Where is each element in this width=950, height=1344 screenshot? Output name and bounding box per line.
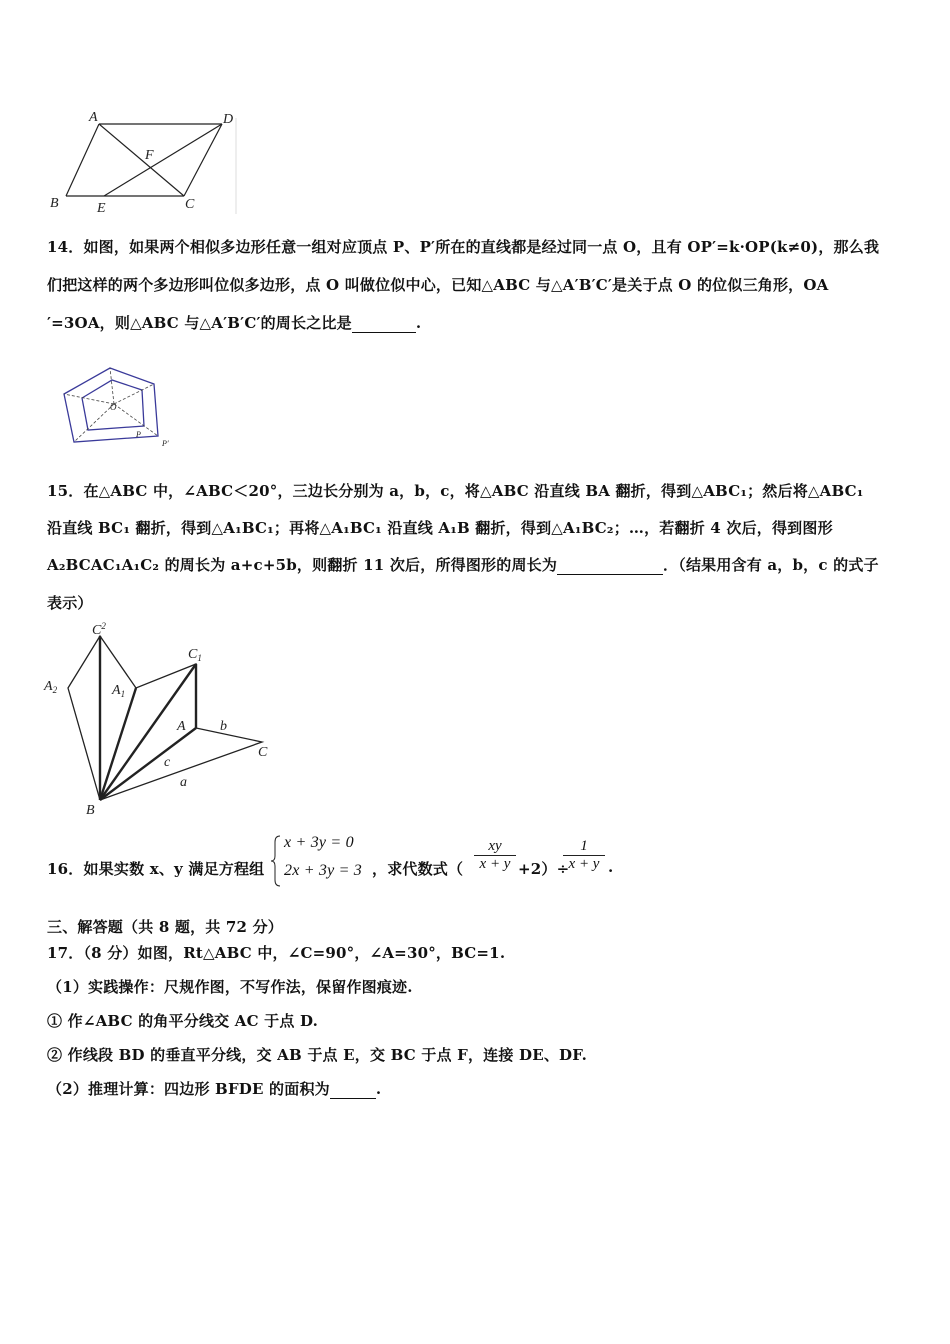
label-a2: $A_2$ xyxy=(44,679,58,695)
section-heading: 三、解答题（共 8 题，共 72 分） xyxy=(47,918,284,936)
equation-2: 2x + 3y = 3 xyxy=(284,862,362,879)
label-c-side: c xyxy=(164,755,171,770)
label-a-side: a xyxy=(180,775,187,790)
label-a1: $A_1$ xyxy=(112,683,126,699)
label-p: P xyxy=(136,430,141,439)
fraction-2-denominator: x + y xyxy=(563,855,605,873)
q17-line-5-text: （2）推理计算：四边形 BFDE 的面积为 xyxy=(47,1080,330,1098)
label-b-side: b xyxy=(220,719,227,734)
parallelogram-figure xyxy=(44,108,244,218)
label-p-prime: P′ xyxy=(162,439,169,448)
system-brace xyxy=(270,834,282,888)
fraction-1-numerator: xy xyxy=(488,838,502,854)
q15-line-3-text: A₂BCAC₁A₁C₂ 的周长为 a+c+5b，则翻折 11 次后，所得图形的周长为 xyxy=(47,556,558,574)
q16-prefix: 16．如果实数 x、y 满足方程组 xyxy=(47,860,265,878)
fold-figure xyxy=(40,618,280,818)
q17-line-5 xyxy=(47,1078,381,1099)
label-c: C xyxy=(258,745,268,760)
fraction-2-numerator: 1 xyxy=(580,838,588,854)
q17-line-4: ② 作线段 BD 的垂直平分线，交 AB 于点 E，交 BC 于点 F，连接 DE、DF. xyxy=(47,1046,588,1064)
answer-blank xyxy=(330,1080,376,1099)
q17-line-2: （1）实践操作：尺规作图，不写作法，保留作图痕迹. xyxy=(47,978,413,996)
label-c2: $C^2$ xyxy=(92,621,106,638)
label-b: B xyxy=(50,196,59,211)
q17-line-3: ① 作∠ABC 的角平分线交 AC 于点 D. xyxy=(47,1012,319,1030)
label-d: D xyxy=(223,112,234,127)
q15-line-4: 表示） xyxy=(47,594,93,612)
label-c1: $C_1$ xyxy=(188,647,202,663)
q14-line-2: 们把这样的两个多边形叫位似多边形，点 O 叫做位似中心，已知△ABC 与△A′B′C′是关于点 O 的位似三角形，OA xyxy=(47,276,829,294)
q14-line-3-text: ′=3OA，则△ABC 与△A′B′C′的周长之比是 xyxy=(47,314,352,332)
label-b: B xyxy=(86,803,95,818)
fraction-one-over-sum xyxy=(563,838,605,873)
q15-line-3 xyxy=(47,554,879,575)
q16-end: . xyxy=(608,858,614,876)
label-c: C xyxy=(185,197,195,212)
fraction-xy-over-sum xyxy=(474,838,516,873)
q14-line-3 xyxy=(47,312,421,333)
answer-blank xyxy=(352,314,416,333)
label-f: F xyxy=(145,148,154,163)
q15-line-1: 15．在△ABC 中，∠ABC＜20°，三边长分别为 a，b，c，将△ABC 沿直线 BA 翻折，得到△ABC₁；然后将△ABC₁ xyxy=(47,482,864,500)
q16-plus: +2）÷ xyxy=(518,860,570,878)
label-a: A xyxy=(177,719,186,734)
q15-line-2: 沿直线 BC₁ 翻折，得到△A₁BC₁；再将△A₁BC₁ 沿直线 A₁B 翻折，得到△A₁BC₂；…，若翻折 4 次后，得到图形 xyxy=(47,519,833,537)
label-o: O xyxy=(110,402,117,412)
answer-blank xyxy=(557,556,663,575)
label-e: E xyxy=(97,201,106,216)
fraction-1-denominator: x + y xyxy=(474,855,516,873)
q14-line-1: 14．如图，如果两个相似多边形任意一组对应顶点 P、P′所在的直线都是经过同一点 O，且有 OP′=k·OP(k≠0)，那么我 xyxy=(47,238,880,256)
pentagon-figure xyxy=(54,360,184,452)
equation-1: x + 3y = 0 xyxy=(284,834,354,851)
q16-middle: ，求代数式（ xyxy=(372,860,464,878)
q15-line-3-end: ．（结果用含有 a，b，c 的式子 xyxy=(663,556,879,574)
q17-line-5-end: . xyxy=(375,1080,382,1098)
label-a: A xyxy=(89,110,98,125)
q17-line-1: 17．（8 分）如图，Rt△ABC 中，∠C=90°，∠A=30°，BC=1. xyxy=(47,944,506,962)
q14-line-3-end: . xyxy=(415,314,422,332)
